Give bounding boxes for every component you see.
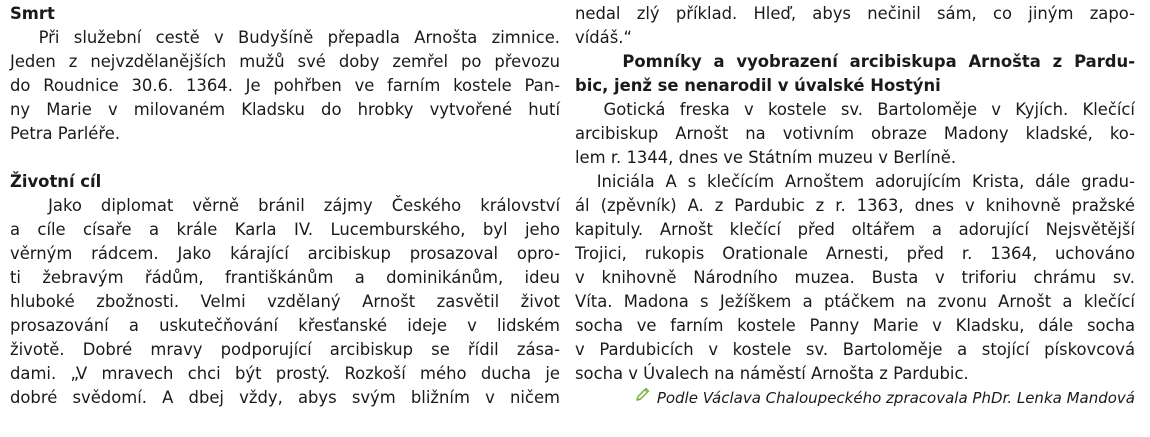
paragraph-line: Trojici, rukopis Orationale Arnesti, před r. 1364, uchováno [575, 244, 1135, 263]
paragraph-line: arcibiskup Arnošt na votivním obraze Madony kladské, ko- [575, 124, 1135, 143]
paragraph-line: lem r. 1344, dnes ve Státním muzeu v Berlíně. [575, 148, 957, 167]
paragraph-line: Jeden z nejvzdělanějších mužů své doby zemřel po převozu [10, 52, 560, 71]
paragraph-line: nedal zlý příklad. Hleď, abys nečinil sám, co jiným zapo- [575, 4, 1135, 23]
author-credit [575, 387, 1135, 409]
paragraph-line: socha v Úvalech na náměstí Arnošta z Pardubic. [575, 364, 969, 383]
paragraph-line: Petra Parléře. [10, 124, 121, 143]
paragraph-line: dobré svědomí. A dbej vždy, abys svým bližním v ničem [10, 388, 560, 407]
pencil-icon [635, 386, 651, 408]
paragraph-line: Iniciála A s klečícím Arnoštem adorujícím Krista, dále gradu- [575, 172, 1135, 191]
paragraph-line: Víta. Madona s Ježíškem a ptáčkem na zvonu Arnošt a klečící [575, 292, 1135, 311]
paragraph-line: v Pardubicích v kostele sv. Bartoloměje a stojící pískovcová [575, 340, 1135, 359]
paragraph-line: hluboké zbožnosti. Velmi vzdělaný Arnošt zasvětil život [10, 292, 560, 311]
paragraph-line: ál (zpěvník) A. z Pardubic z r. 1363, dnes v knihovně pražské [575, 196, 1135, 215]
paragraph-line: vídáš.“ [575, 28, 632, 47]
paragraph-line: ny Marie v milovaném Kladsku do hrobky vytvořené hutí [10, 100, 560, 119]
paragraph-line: prosazování a uskutečňování křesťanské ideje v lidském [10, 316, 560, 335]
section-heading-zivotni-cil: Životní cíl [10, 172, 102, 191]
paragraph-line: Gotická freska v kostele sv. Bartoloměje v Kyjích. Klečící [575, 100, 1135, 119]
section-heading-pomniky: Pomníky a vyobrazení arcibiskupa Arnošta z Pardu- [575, 52, 1135, 71]
section-heading-pomniky-cont: bic, jenž se nenarodil v úvalské Hostýni [575, 76, 941, 95]
paragraph-line: životě. Dobré mravy podporující arcibiskup se řídil zása- [10, 340, 560, 359]
credit-text: Podle Václava Chaloupeckého zpracovala PhDr. Lenka Mandová [656, 389, 1135, 407]
paragraph-line: věrným rádcem. Jako kárající arcibiskup prosazoval opro- [10, 244, 560, 263]
paragraph-line: do Roudnice 30.6. 1364. Je pohřben ve farním kostele Pan- [10, 76, 560, 95]
paragraph-line: ti žebravým řádům, františkánům a dominikánům, ideu [10, 268, 560, 287]
paragraph-line: dami. „V mravech chci být prostý. Rozkoší mého ducha je [10, 364, 560, 383]
paragraph-line: kapituly. Arnošt klečící před oltářem a adorující Nejsvětější [575, 220, 1135, 239]
section-heading-smrt: Smrt [10, 4, 55, 23]
paragraph-line: v knihovně Národního muzea. Busta v triforiu chrámu sv. [575, 268, 1135, 287]
paragraph-line: Při služební cestě v Budyšíně přepadla Arnošta zimnice. [10, 28, 560, 47]
paragraph-line: a cíle císaře a krále Karla IV. Lucemburského, byl jeho [10, 220, 560, 239]
paragraph-line: socha ve farním kostele Panny Marie v Kladsku, dále socha [575, 316, 1135, 335]
paragraph-line: Jako diplomat věrně bránil zájmy Českého království [10, 196, 560, 215]
